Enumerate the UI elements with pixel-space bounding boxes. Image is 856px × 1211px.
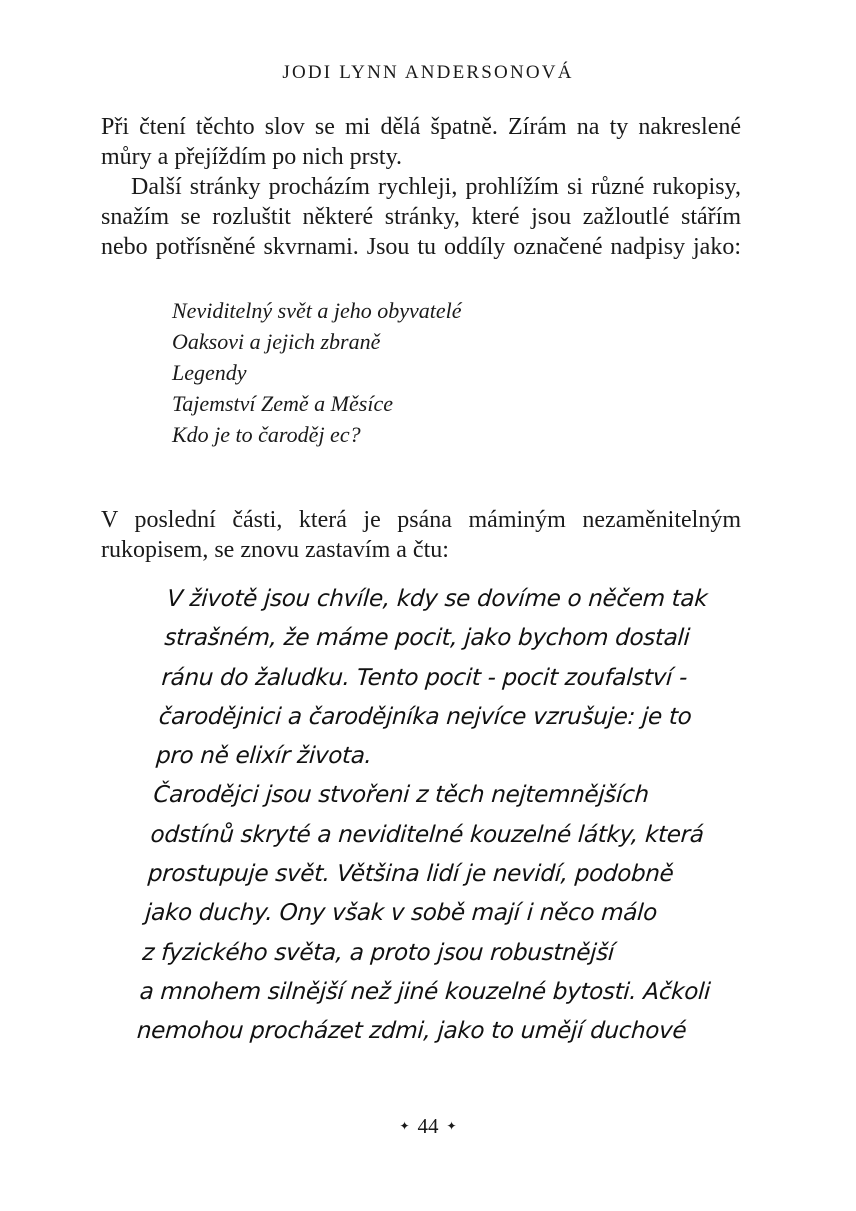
section-heading: Kdo je to čaroděj ec? [172,422,361,447]
handwritten-line: z fyzického světa, a proto jsou robustnější [141,939,616,966]
handwritten-note [136,580,729,1052]
section-heading: Legendy [172,360,247,385]
paragraph-line: snažím se rozluštit některé stránky, které jsou zažloutlé stářím [101,204,741,230]
section-heading: Tajemství Země a Měsíce [172,391,393,416]
handwritten-line: ránu do žaludku. Tento pocit - pocit zoufalství - [160,664,689,691]
section-headings-list [172,295,462,450]
handwritten-line: strašném, že máme pocit, jako bychom dostali [163,625,691,652]
section-heading: Neviditelný svět a jeho obyvatelé [172,298,462,323]
paragraph-3 [101,505,741,565]
page-number: 44 [417,1114,439,1138]
paragraph-line: Další stránky procházím rychleji, prohlížím si různé rukopisy, [131,174,741,200]
page-folio [0,1114,856,1139]
handwritten-line: odstínů skryté a neviditelné kouzelné látky, která [149,821,705,848]
paragraph-line: rukopisem, se znovu zastavím a čtu: [101,537,449,563]
handwritten-line: a mnohem silnější než jiné kouzelné bytosti. Ačkoli [138,978,712,1005]
handwritten-line: Čarodějci jsou stvořeni z těch nejtemnějších [152,782,650,809]
paragraph-line: nebo potřísněné skvrnami. Jsou tu oddíly označené nadpisy jako: [101,234,741,260]
handwritten-line: V životě jsou chvíle, kdy se dovíme o něčem tak [166,586,709,612]
paragraph-line: Při čtení těchto slov se mi dělá špatně. Zírám na ty nakreslené [101,114,741,140]
section-heading: Oaksovi a jejich zbraně [172,329,381,354]
handwritten-line: prostupuje svět. Většina lidí je nevidí, podobně [147,861,675,888]
paragraph-line: můry a přejíždím po nich prsty. [101,144,403,170]
running-head-author: JODI LYNN ANDERSONOVÁ [282,62,574,83]
handwritten-line: jako duchy. Ony však v sobě mají i něco málo [144,900,658,927]
paragraph-line: V poslední části, která je psána máminým nezaměnitelným [101,507,741,533]
handwritten-line: pro ně elixír života. [155,743,373,770]
paragraph-1 [101,112,741,262]
handwritten-line: čarodějnici a čarodějníka nejvíce vzrušuje: je to [158,703,693,730]
handwritten-line: nemohou procházet zdmi, jako to umějí duchové [136,1018,688,1045]
ornament-diamond-icon: ✦ [446,1119,457,1133]
ornament-diamond-icon: ✦ [399,1119,410,1133]
